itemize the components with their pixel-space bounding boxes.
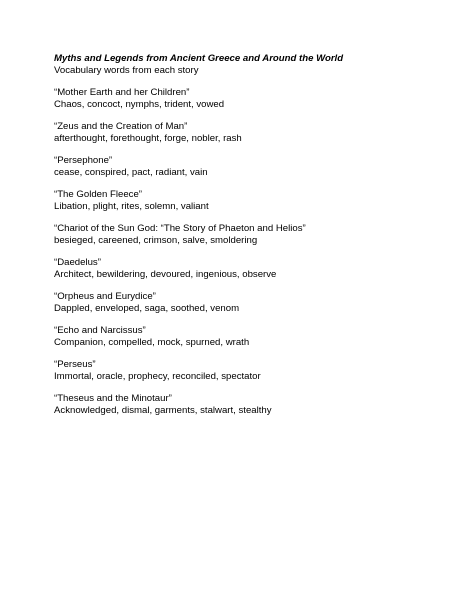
story-vocabulary: Immortal, oracle, prophecy, reconciled, spectator (54, 370, 261, 382)
story-title: “Zeus and the Creation of Man” (54, 121, 188, 132)
story-zeus (54, 121, 444, 144)
story-title: “Theseus and the Minotaur” (54, 393, 172, 404)
story-title: “Mother Earth and her Children” (54, 87, 190, 98)
story-vocabulary: besieged, careened, crimson, salve, smoldering (54, 234, 258, 246)
story-title: “Echo and Narcissus” (54, 325, 146, 336)
story-golden-fleece (54, 189, 444, 212)
story-vocabulary: Companion, compelled, mock, spurned, wrath (54, 336, 250, 348)
story-vocabulary: Acknowledged, dismal, garments, stalwart, stealthy (54, 404, 272, 416)
story-title: “The Golden Fleece” (54, 189, 142, 200)
story-title: “Perseus” (54, 359, 96, 370)
story-theseus (54, 393, 444, 416)
story-perseus (54, 359, 444, 382)
story-title: “Chariot of the Sun God: “The Story of Phaeton and Helios” (54, 223, 306, 234)
story-vocabulary: Chaos, concoct, nymphs, trident, vowed (54, 98, 225, 110)
story-echo-narcissus (54, 325, 444, 348)
document-subtitle: Vocabulary words from each story (54, 64, 199, 76)
story-orpheus (54, 291, 444, 314)
story-vocabulary: Libation, plight, rites, solemn, valiant (54, 200, 209, 212)
story-chariot-sun-god (54, 223, 444, 246)
story-title: “Persephone” (54, 155, 113, 166)
story-vocabulary: afterthought, forethought, forge, nobler, rash (54, 132, 242, 144)
story-vocabulary: Architect, bewildering, devoured, ingenious, observe (54, 268, 277, 280)
story-persephone (54, 155, 444, 178)
story-vocabulary: Dappled, enveloped, saga, soothed, venom (54, 302, 240, 314)
story-daedelus (54, 257, 444, 280)
story-mother-earth (54, 87, 444, 110)
story-title: “Orpheus and Eurydice” (54, 291, 156, 302)
document-title: Myths and Legends from Ancient Greece and Around the World (54, 53, 344, 64)
story-vocabulary: cease, conspired, pact, radiant, vain (54, 166, 208, 178)
story-title: “Daedelus” (54, 257, 101, 268)
document-page (54, 53, 444, 416)
